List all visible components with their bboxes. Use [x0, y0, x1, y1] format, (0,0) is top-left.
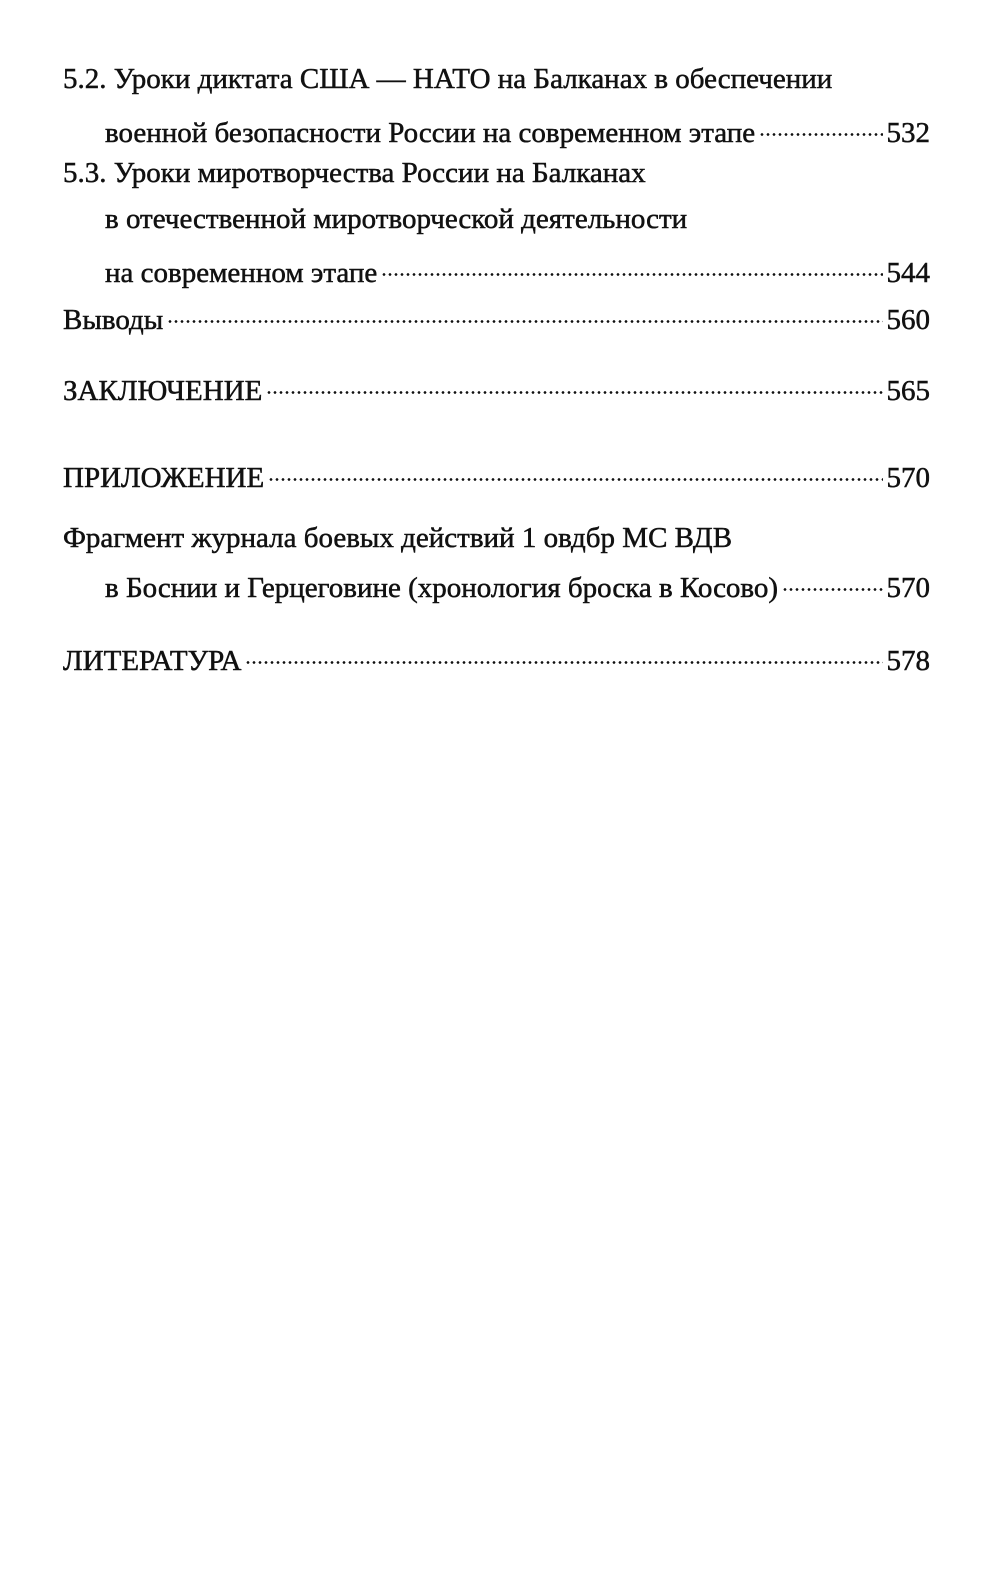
dot-leader — [167, 297, 882, 329]
toc-entry-title: Выводы — [63, 304, 164, 336]
toc-entry-title: ПРИЛОЖЕНИЕ — [63, 462, 265, 494]
toc-entry-title: ЗАКЛЮЧЕНИЕ — [63, 375, 263, 407]
dot-leader — [759, 110, 882, 142]
toc-entry-5-3-cont2 — [105, 250, 930, 289]
page-number: 532 — [886, 117, 930, 149]
dot-leader — [782, 565, 882, 597]
toc-entry-5-2 — [63, 63, 930, 95]
dot-leader — [245, 638, 882, 670]
toc-entry-5-3-cont — [105, 203, 930, 235]
toc-entry-title: военной безопасности России на современном этапе — [105, 117, 756, 149]
toc-entry-fragment-cont — [105, 565, 930, 604]
page-number: 565 — [886, 375, 930, 407]
toc-entry-5-3 — [63, 157, 930, 189]
dot-leader — [381, 250, 882, 282]
toc-entry-title: в Боснии и Герцеговине (хронология броска в Косово) — [105, 572, 779, 604]
toc-entry-title: на современном этапе — [105, 257, 378, 289]
toc-entry-conclusions — [63, 297, 930, 336]
toc-entry-title: в отечественной миротворческой деятельности — [105, 203, 688, 235]
toc-entry-title: 5.2. Уроки диктата США — НАТО на Балканах в обеспечении — [63, 63, 833, 95]
page-number: 570 — [886, 462, 930, 494]
dot-leader — [268, 455, 882, 487]
toc-entry-literatura — [63, 638, 930, 677]
dot-leader — [266, 368, 882, 400]
page-number: 570 — [886, 572, 930, 604]
toc-entry-title: 5.3. Уроки миротворчества России на Балканах — [63, 157, 646, 189]
toc-entry-5-2-cont — [105, 110, 930, 149]
toc-entry-title: ЛИТЕРАТУРА — [63, 645, 242, 677]
page-number: 544 — [886, 257, 930, 289]
toc-entry-fragment — [63, 522, 930, 554]
page-number: 560 — [886, 304, 930, 336]
page-number: 578 — [886, 645, 930, 677]
toc-entry-prilozhenie — [63, 455, 930, 494]
toc-entry-zaklyuchenie — [63, 368, 930, 407]
toc-entry-title: Фрагмент журнала боевых действий 1 овдбр МС ВДВ — [63, 522, 733, 554]
